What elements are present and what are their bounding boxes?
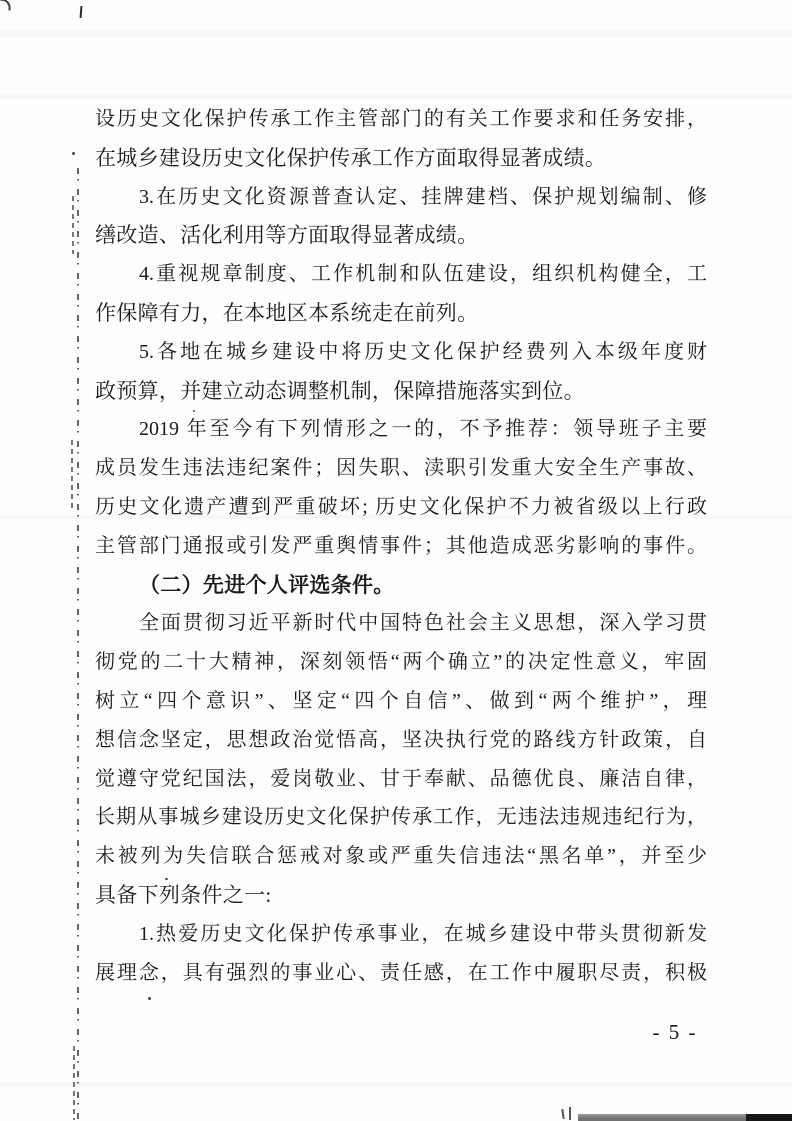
scan-speck (148, 997, 151, 1000)
text-line: 设历史文化保护传承工作主管部门的有关工作要求和任务安排， (95, 108, 707, 130)
text-line: 全面贯彻习近平新时代中国特色社会主义思想，深入学习贯 (139, 612, 707, 635)
text-line: 具备下列条件之一: (95, 882, 272, 907)
text-line: 4.重视规章制度、工作机制和队伍建设，组织机构健全，工 (139, 263, 707, 286)
text-line: 长期从事城乡建设历史文化保护传承工作，无违法违规违纪行为， (95, 806, 707, 829)
scan-artifact-dash-segment (73, 1046, 75, 1120)
text-line: 1.热爱历史文化保护传承事业，在城乡建设中带头贯彻新发 (139, 922, 707, 945)
scan-band (0, 1082, 792, 1087)
scan-band (0, 94, 792, 99)
scan-artifact-bottom-tick (569, 1107, 571, 1120)
text-line: 未被列为失信联合惩戒对象或严重失信违法“黑名单”，并至少 (95, 845, 707, 868)
text-line: 觉遵守党纪国法，爱岗敬业、甘于奉献、品德优良、廉洁自律， (95, 767, 707, 790)
text-line: 历史文化遗产遭到严重破坏; 历史文化保护不力被省级以上行政 (95, 495, 707, 518)
scan-speck (72, 152, 75, 155)
document-body (95, 100, 707, 992)
text-line: 成员发生违法违纪案件；因失职、渎职引发重大安全生产事故、 (95, 457, 707, 480)
scan-band (0, 31, 792, 37)
text-line: 3.在历史文化资源普查认定、挂牌建档、保护规划编制、修 (139, 185, 707, 208)
scan-artifact-bottom-tick (561, 1109, 564, 1119)
page-number: - 5 - (652, 1020, 698, 1044)
text-line: 树立“四个意识”、坚定“四个自信”、做到“两个维护”，理 (95, 689, 707, 712)
scan-artifact-top-tick (80, 6, 83, 18)
scan-artifact-dash-segment (72, 196, 74, 254)
text-line: 展理念，具有强烈的事业心、责任感，在工作中履职尽责，积极 (95, 961, 707, 984)
scan-artifact-corner-mark (0, 0, 12, 11)
text-line: 在城乡建设历史文化保护传承工作方面取得显著成绩。 (95, 145, 607, 170)
text-line: 5.各地在城乡建设中将历史文化保护经费列入本级年度财 (139, 340, 707, 363)
scan-artifact-bottom-bar (578, 1114, 792, 1121)
text-line: 2019 年至今有下列情形之一的，不予推荐：领导班子主要 (139, 418, 707, 441)
text-line: 彻党的二十大精神，深刻领悟“两个确立”的决定性意义，牢固 (95, 651, 707, 674)
scan-artifact-bottom-bar-dark (746, 1114, 792, 1121)
text-line: （二）先进个人评选条件。 (139, 572, 395, 597)
scan-artifact-dash-segment (71, 440, 73, 510)
text-line: 政预算，并建立动态调整机制，保障措施落实到位。 (95, 378, 585, 403)
text-line: 缮改造、活化利用等方面取得显著成绩。 (95, 223, 479, 248)
text-line: 想信念坚定，思想政治觉悟高，坚决执行党的路线方针政策，自 (95, 728, 707, 751)
scan-artifact-left-dashed-line (77, 168, 79, 1121)
text-line: 作保障有力，在本地区本系统走在前列。 (95, 300, 479, 325)
text-line: 主管部门通报或引发严重舆情事件；其他造成恶劣影响的事件。 (95, 534, 707, 557)
